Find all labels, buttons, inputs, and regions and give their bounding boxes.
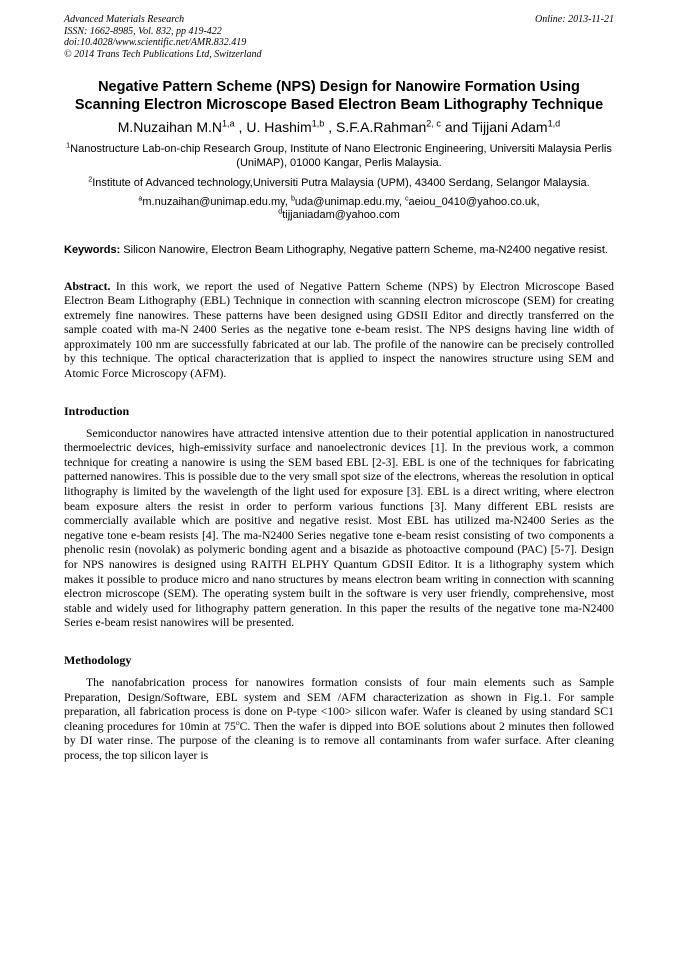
author-name: M.Nuzaihan M.N — [117, 119, 222, 135]
email-sup: b — [290, 194, 295, 203]
journal-header — [64, 14, 614, 60]
email-sup: c — [404, 194, 409, 203]
issn-line: ISSN: 1662-8985, Vol. 832, pp 419-422 — [64, 25, 222, 37]
abstract-label: Abstract. — [64, 279, 111, 293]
doi-line: doi:10.4028/www.scientific.net/AMR.832.419 — [64, 37, 247, 48]
email-address: uda@unimap.edu.my, — [294, 196, 405, 208]
degree-sup: o — [235, 717, 240, 727]
methodology-text-continued: C. Then the wafer is dipped into BOE solutions about 2 minutes then followed by DI water rinse. The purpose of the cleaning is to remove all contaminants from wafer surface. After cleaning process, the top silicon layer is — [64, 719, 614, 762]
methodology-heading: Methodology — [64, 652, 132, 667]
email-list — [64, 196, 614, 222]
introduction-paragraph: Semiconductor nanowires have attracted intensive attention due to their potential application in nanostructured thermoelectric devices, high-emissivity surface and nanoelectronic devices [1]. In the previous work, a common technique for creating a nanowire is using the SEM based EBL [2-3]. EBL is one of the techniques for fabricating patterned nanowires. This is possible due to the very small spot size of the electrons, whereas the resolution in optical lithography is limited by the wavelength of the light used for exposure [3]. EBL is a direct writing, where electron beam exposure alters the resist in order to perform various functions [3]. Many different EBL resists are commercially available which are positive and negative resist. Most EBL has utilized ma-N2400 Series as the negative tone e-beam resists [4]. The ma-N2400 Series negative tone e-beam resist consisting of two components a phenolic resin (novolak) as polymeric bonding agent and a bisazide as photoactive compound (PAC) [5-7]. Design for NPS nanowires is designed using RAITH ELPHY Quantum GDSII Editor. It is a lithography system which makes it possible to produce micro and nano structures by means electron beam writing in connection with scanning electron microscope (SEM). The operating system built in the software is very user friendly, comprehensive, most stable and widely used for lithography pattern generation. In this paper the results of the negative tone ma-N2400 Series e-beam resist nanowires will be presented. — [64, 426, 614, 630]
author-name: U. Hashim — [246, 119, 312, 135]
author-sup: 2, c — [426, 118, 441, 129]
author-separator: , — [234, 119, 247, 135]
author-sup: 1,b — [311, 118, 325, 129]
keywords-block — [64, 244, 614, 258]
methodology-paragraph — [64, 676, 614, 764]
journal-name: Advanced Materials Research — [64, 14, 185, 25]
affiliation-1 — [64, 142, 614, 170]
paper-title: Negative Pattern Scheme (NPS) Design for Nanowire Formation Using Scanning Electron Microscope Based Electron Beam Lithography Technique — [74, 79, 604, 113]
affiliation-2 — [64, 176, 614, 190]
copyright-line: © 2014 Trans Tech Publications Ltd, Switzerland — [64, 48, 262, 60]
author-separator: , — [324, 119, 337, 135]
author-sup: 1,d — [547, 118, 561, 129]
email-address: tijjaniadam@yahoo.com — [282, 209, 400, 221]
author-list — [64, 118, 614, 136]
email-sup: a — [138, 194, 143, 203]
introduction-heading: Introduction — [64, 403, 130, 418]
author-name: S.F.A.Rahman — [336, 119, 427, 135]
email-address: aeiou_0410@yahoo.co.uk, — [408, 196, 540, 208]
keywords-label: Keywords: — [64, 244, 121, 256]
affiliation-sup: 1 — [66, 141, 71, 150]
methodology-text: The nanofabrication process for nanowires formation consists of four main elements such as Sample Preparation, Design/Software, EBL system and SEM /AFM characterization as shown in Fig.1. For sample preparation, all fabrication process is done on P-type <100> silicon wafer. Wafer is cleaned by using standard SC1 cleaning procedures for 10min at 75 — [64, 675, 614, 733]
author-name: Tijjani Adam — [471, 119, 548, 135]
online-date: Online: 2013-11-21 — [535, 14, 614, 25]
affiliation-sup: 2 — [88, 175, 93, 184]
abstract-block — [64, 280, 614, 382]
email-address: m.nuzaihan@unimap.edu.my, — [142, 196, 291, 208]
author-sup: 1,a — [222, 118, 235, 129]
abstract-text: In this work, we report the used of Negative Pattern Scheme (NPS) by Electron Microscope Based Electron Beam Lithography (EBL) Technique in connection with scanning electron microscope (SEM) for creating extremely fine nanowires. These patterns have been designed using GDSII Editor and directly transferred on the sample coated with ma-N 2400 Series as the negative tone e-beam resist. The NPS designs having line width of approximately 100 nm are successfully fabricated at our lab. The profile of the nanowire can be precisely controlled by this technique. The optical characterization that is applied to inspect the nanowires structure using SEM and Atomic Force Microscopy (AFM). — [64, 279, 614, 381]
email-sup: d — [278, 207, 283, 216]
affiliation-text: Institute of Advanced technology,Universiti Putra Malaysia (UPM), 43400 Serdang, Selangor Malaysia. — [92, 177, 590, 189]
affiliation-text: Nanostructure Lab-on-chip Research Group, Institute of Nano Electronic Engineering, Universiti Malaysia Perlis (UniMAP), 01000 Kangar, Perlis Malaysia. — [70, 143, 612, 169]
keywords-text: Silicon Nanowire, Electron Beam Lithography, Negative pattern Scheme, ma-N2400 negative resist. — [120, 244, 608, 256]
author-separator: and — [440, 119, 472, 135]
